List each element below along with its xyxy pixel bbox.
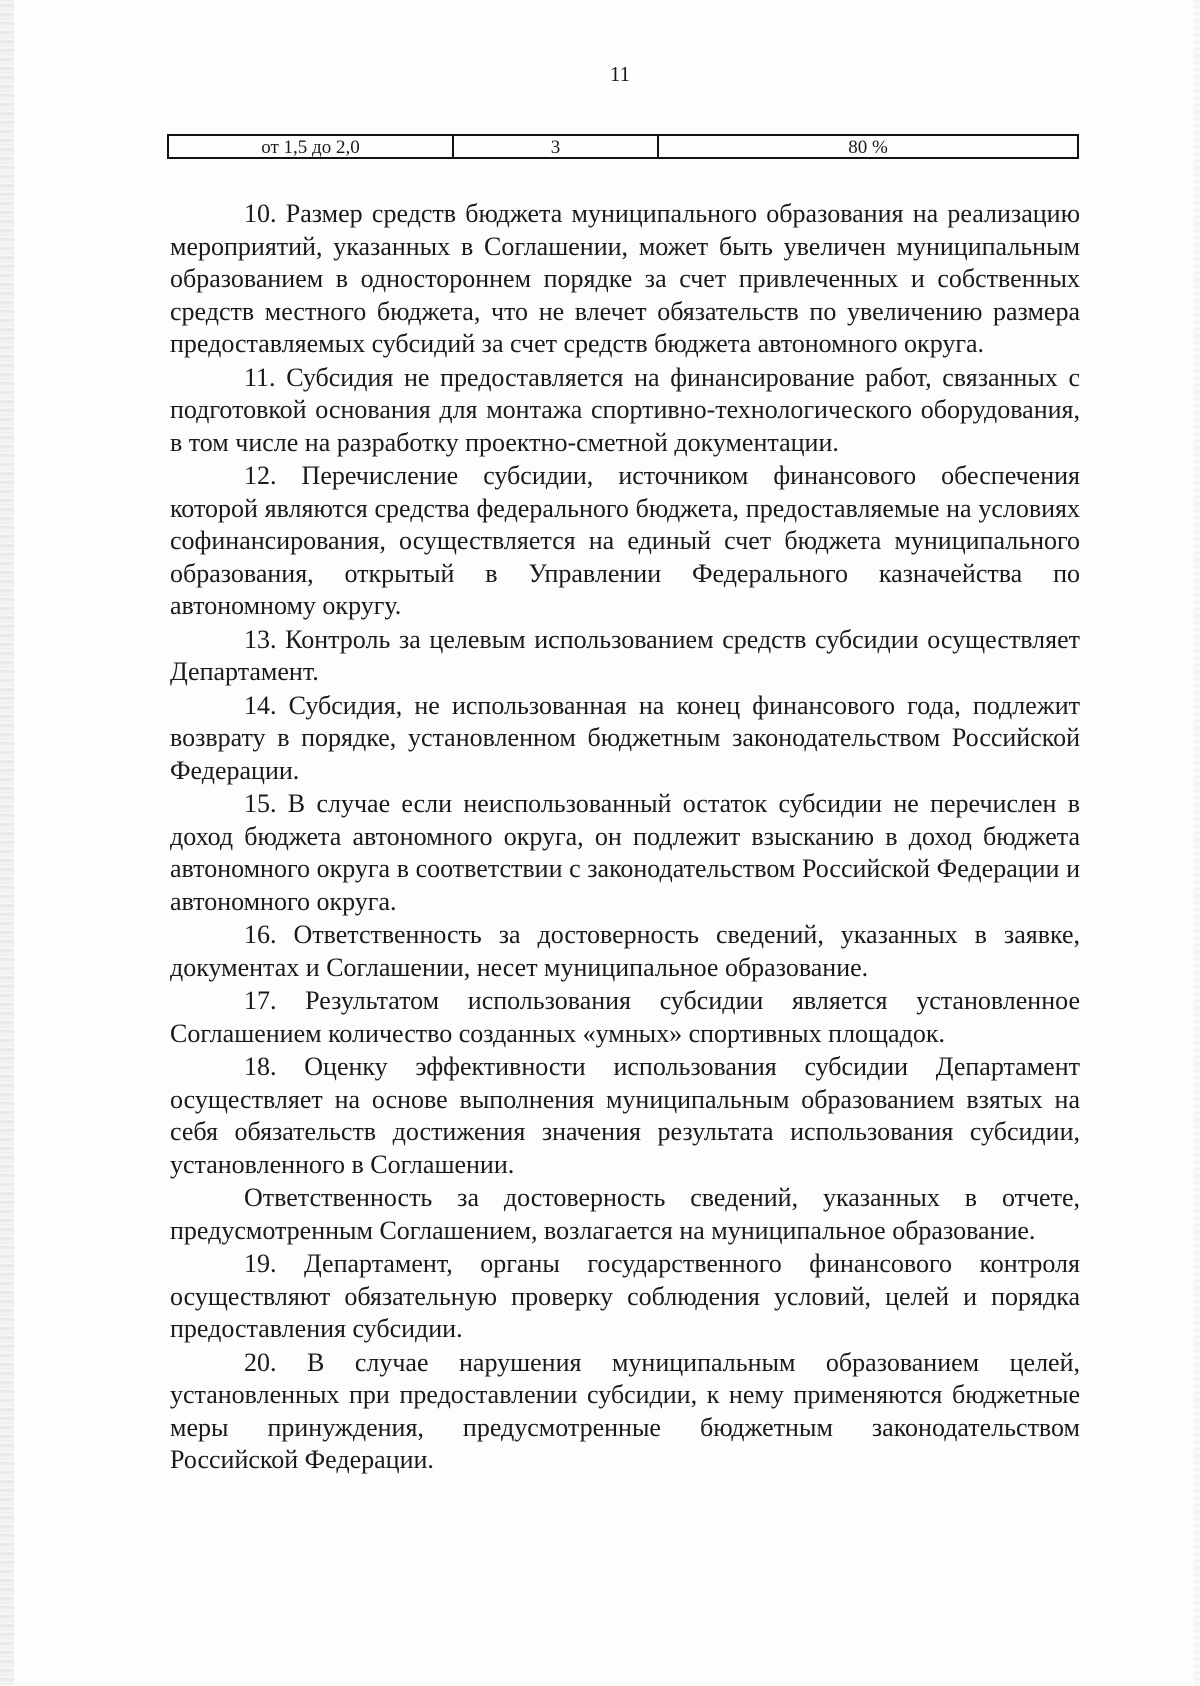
table-row <box>168 135 1078 158</box>
paragraph-11: 11. Субсидия не предоставляется на финансирование работ, связанных с подготовкой основания для монтажа спортивно-технологического оборудования, в том числе на разработку проектно-сметной документации. <box>170 362 1080 457</box>
paragraph-18-responsibility: Ответственность за достоверность сведений, указанных в отчете, предусмотренным Соглашением, возлагается на муниципальное образование. <box>170 1183 1080 1245</box>
table-cell-points: 3 <box>453 135 658 158</box>
paragraph-13: 13. Контроль за целевым использованием средств субсидии осуществляет Департамент. <box>170 624 1080 686</box>
table-cell-percent: 80 % <box>658 135 1078 158</box>
body-text <box>170 198 1080 1477</box>
paragraph-20: 20. В случае нарушения муниципальным образованием целей, установленных при предоставлении субсидии, к нему применяются бюджетные меры принуждения, предусмотренные бюджетным законодательством Российской Федерации. <box>170 1347 1080 1474</box>
continuation-table <box>167 134 1079 159</box>
paragraph-19: 19. Департамент, органы государственного финансового контроля осуществляют обязательную проверку соблюдения условий, целей и порядка предоставления субсидии. <box>170 1249 1080 1343</box>
paragraph-12: 12. Перечисление субсидии, источником финансового обеспечения которой являются средства федерального бюджета, предоставляемые на условиях софинансирования, осуществляется на единый счет бюджета муниципального образования, открытый в Управлении Федерального казначейства по автономному округу. <box>170 461 1080 620</box>
page-number: 11 <box>609 62 631 86</box>
paragraph-10: 10. Размер средств бюджета муниципального образования на реализацию мероприятий, указанных в Соглашении, может быть увеличен муниципальным образованием в одностороннем порядке за счет привлеченных и собственных средств местного бюджета, что не влечет обязательств по увеличению размера предоставляемых субсидий за счет средств бюджета автономного округа. <box>170 199 1080 358</box>
scan-edge-left <box>0 0 14 1686</box>
paragraph-17: 17. Результатом использования субсидии является установленное Соглашением количество созданных «умных» спортивных площадок. <box>170 986 1080 1048</box>
scan-edge-right <box>1194 0 1200 1686</box>
paragraph-18: 18. Оценку эффективности использования субсидии Департамент осуществляет на основе выполнения муниципальным образованием взятых на себя обязательств достижения значения результата использования субсидии, установленного в Соглашении. <box>170 1052 1080 1179</box>
paragraph-15: 15. В случае если неиспользованный остаток субсидии не перечислен в доход бюджета автономного округа, он подлежит взысканию в доход бюджета автономного округа в соответствии с законодательством Российской Федерации и автономного округа. <box>170 789 1080 916</box>
paragraph-14: 14. Субсидия, не использованная на конец финансового года, подлежит возврату в порядке, установленном бюджетным законодательством Российской Федерации. <box>170 690 1080 785</box>
paragraph-16: 16. Ответственность за достоверность сведений, указанных в заявке, документах и Соглашении, несет муниципальное образование. <box>170 920 1080 982</box>
table-cell-range: от 1,5 до 2,0 <box>168 135 453 158</box>
